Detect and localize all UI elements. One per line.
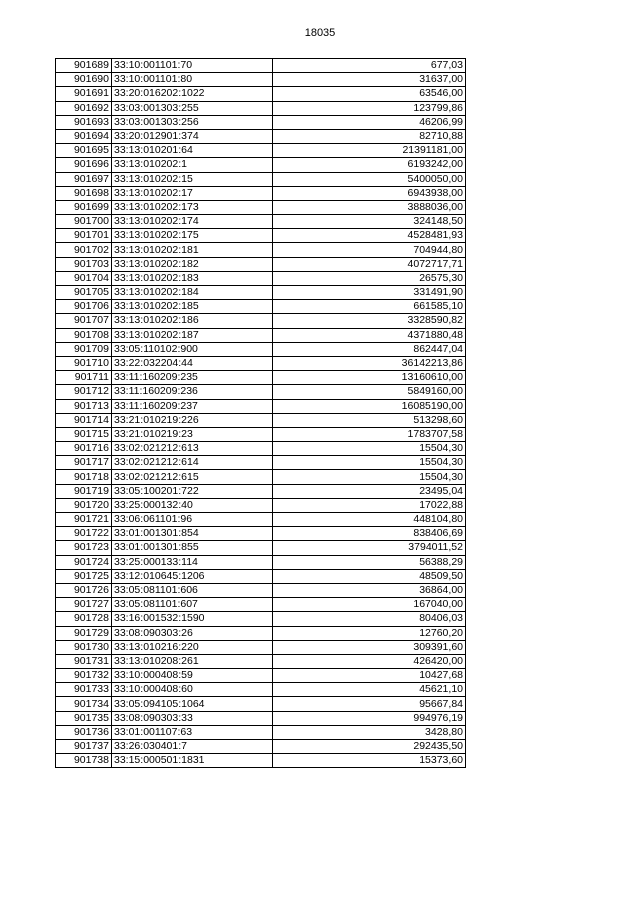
cadastral-number-cell: 33:02:021212:615 [112, 470, 273, 484]
table-row [56, 740, 466, 754]
table-row [56, 371, 466, 385]
row-id-cell: 901692 [56, 101, 112, 115]
cadastral-number-cell: 33:20:012901:374 [112, 129, 273, 143]
cadastral-value-cell: 309391,60 [273, 640, 466, 654]
row-id-cell: 901708 [56, 328, 112, 342]
row-id-cell: 901697 [56, 172, 112, 186]
table-row [56, 243, 466, 257]
table-row [56, 569, 466, 583]
cadastral-number-cell: 33:13:010202:182 [112, 257, 273, 271]
cadastral-number-cell: 33:13:010201:64 [112, 144, 273, 158]
row-id-cell: 901731 [56, 654, 112, 668]
table-row [56, 626, 466, 640]
cadastral-number-cell: 33:10:000408:59 [112, 669, 273, 683]
cadastral-number-cell: 33:13:010202:175 [112, 229, 273, 243]
row-id-cell: 901705 [56, 286, 112, 300]
cadastral-value-cell: 56388,29 [273, 555, 466, 569]
cadastral-value-cell: 13160610,00 [273, 371, 466, 385]
cadastral-number-cell: 33:05:110102:900 [112, 342, 273, 356]
table-row [56, 101, 466, 115]
table-row [56, 527, 466, 541]
row-id-cell: 901724 [56, 555, 112, 569]
table-row [56, 328, 466, 342]
cadastral-value-cell: 862447,04 [273, 342, 466, 356]
cadastral-number-cell: 33:01:001301:854 [112, 527, 273, 541]
cadastral-number-cell: 33:13:010202:183 [112, 271, 273, 285]
cadastral-value-cell: 677,03 [273, 59, 466, 73]
row-id-cell: 901722 [56, 527, 112, 541]
table-row [56, 413, 466, 427]
cadastral-number-cell: 33:20:016202:1022 [112, 87, 273, 101]
cadastral-value-cell: 16085190,00 [273, 399, 466, 413]
row-id-cell: 901699 [56, 200, 112, 214]
table-row [56, 442, 466, 456]
cadastral-value-cell: 426420,00 [273, 654, 466, 668]
table-row [56, 215, 466, 229]
cadastral-value-cell: 167040,00 [273, 598, 466, 612]
cadastral-number-cell: 33:02:021212:613 [112, 442, 273, 456]
row-id-cell: 901696 [56, 158, 112, 172]
table-row [56, 654, 466, 668]
row-id-cell: 901716 [56, 442, 112, 456]
cadastral-value-cell: 6943938,00 [273, 186, 466, 200]
row-id-cell: 901719 [56, 484, 112, 498]
cadastral-value-cell: 3794011,52 [273, 541, 466, 555]
cadastral-number-cell: 33:25:000133:114 [112, 555, 273, 569]
cadastral-value-cell: 15504,30 [273, 470, 466, 484]
cadastral-number-cell: 33:13:010202:173 [112, 200, 273, 214]
cadastral-value-cell: 17022,88 [273, 498, 466, 512]
cadastral-number-cell: 33:13:010202:174 [112, 215, 273, 229]
cadastral-number-cell: 33:13:010202:1 [112, 158, 273, 172]
cadastral-value-cell: 5849160,00 [273, 385, 466, 399]
cadastral-number-cell: 33:10:001101:70 [112, 59, 273, 73]
table-row [56, 87, 466, 101]
cadastral-value-cell: 36142213,86 [273, 356, 466, 370]
table-row [56, 583, 466, 597]
cadastral-value-cell: 45621,10 [273, 683, 466, 697]
cadastral-value-cell: 15373,60 [273, 754, 466, 768]
row-id-cell: 901729 [56, 626, 112, 640]
table-row [56, 314, 466, 328]
cadastral-number-cell: 33:05:094105:1064 [112, 697, 273, 711]
cadastral-value-cell: 292435,50 [273, 740, 466, 754]
row-id-cell: 901698 [56, 186, 112, 200]
cadastral-value-cell: 23495,04 [273, 484, 466, 498]
cadastral-value-cell: 48509,50 [273, 569, 466, 583]
row-id-cell: 901694 [56, 129, 112, 143]
row-id-cell: 901733 [56, 683, 112, 697]
row-id-cell: 901714 [56, 413, 112, 427]
table-row [56, 725, 466, 739]
row-id-cell: 901704 [56, 271, 112, 285]
row-id-cell: 901713 [56, 399, 112, 413]
cadastral-number-cell: 33:26:030401:7 [112, 740, 273, 754]
table-row [56, 229, 466, 243]
table-row [56, 498, 466, 512]
cadastral-value-cell: 3328590,82 [273, 314, 466, 328]
row-id-cell: 901691 [56, 87, 112, 101]
cadastral-value-cell: 4371880,48 [273, 328, 466, 342]
table-row [56, 754, 466, 768]
table-row [56, 172, 466, 186]
page-number: 18035 [304, 27, 336, 39]
table-row [56, 598, 466, 612]
cadastral-value-cell: 3888036,00 [273, 200, 466, 214]
cadastral-value-cell: 63546,00 [273, 87, 466, 101]
table-row [56, 342, 466, 356]
cadastral-number-cell: 33:13:010208:261 [112, 654, 273, 668]
cadastral-value-cell: 1783707,58 [273, 427, 466, 441]
row-id-cell: 901701 [56, 229, 112, 243]
cadastral-value-cell: 704944,80 [273, 243, 466, 257]
row-id-cell: 901695 [56, 144, 112, 158]
cadastral-number-cell: 33:22:032204:44 [112, 356, 273, 370]
row-id-cell: 901715 [56, 427, 112, 441]
row-id-cell: 901700 [56, 215, 112, 229]
table-row [56, 541, 466, 555]
table-row [56, 286, 466, 300]
cadastral-number-cell: 33:13:010202:186 [112, 314, 273, 328]
cadastral-value-cell: 10427,68 [273, 669, 466, 683]
cadastral-value-cell: 15504,30 [273, 456, 466, 470]
row-id-cell: 901721 [56, 513, 112, 527]
cadastral-value-cell: 4072717,71 [273, 257, 466, 271]
cadastral-number-cell: 33:25:000132:40 [112, 498, 273, 512]
cadastral-number-cell: 33:21:010219:226 [112, 413, 273, 427]
row-id-cell: 901736 [56, 725, 112, 739]
cadastral-number-cell: 33:13:010202:15 [112, 172, 273, 186]
table-row [56, 555, 466, 569]
cadastral-value-cell: 448104,80 [273, 513, 466, 527]
table-row [56, 669, 466, 683]
cadastral-value-cell: 82710,88 [273, 129, 466, 143]
table-row [56, 456, 466, 470]
cadastral-value-cell: 661585,10 [273, 300, 466, 314]
table-row [56, 271, 466, 285]
row-id-cell: 901709 [56, 342, 112, 356]
row-id-cell: 901717 [56, 456, 112, 470]
row-id-cell: 901703 [56, 257, 112, 271]
cadastral-number-cell: 33:12:010645:1206 [112, 569, 273, 583]
row-id-cell: 901723 [56, 541, 112, 555]
row-id-cell: 901726 [56, 583, 112, 597]
cadastral-value-cell: 3428,80 [273, 725, 466, 739]
row-id-cell: 901727 [56, 598, 112, 612]
cadastral-value-cell: 123799,86 [273, 101, 466, 115]
cadastral-value-cell: 324148,50 [273, 215, 466, 229]
row-id-cell: 901730 [56, 640, 112, 654]
cadastral-number-cell: 33:13:010202:187 [112, 328, 273, 342]
cadastral-number-cell: 33:08:090303:26 [112, 626, 273, 640]
table-row [56, 484, 466, 498]
table-row [56, 697, 466, 711]
cadastral-number-cell: 33:06:061101:96 [112, 513, 273, 527]
row-id-cell: 901738 [56, 754, 112, 768]
cadastral-number-cell: 33:10:001101:80 [112, 73, 273, 87]
row-id-cell: 901702 [56, 243, 112, 257]
table-row [56, 144, 466, 158]
row-id-cell: 901725 [56, 569, 112, 583]
cadastral-number-cell: 33:13:010202:185 [112, 300, 273, 314]
table-row [56, 186, 466, 200]
cadastral-number-cell: 33:03:001303:256 [112, 115, 273, 129]
row-id-cell: 901690 [56, 73, 112, 87]
row-id-cell: 901711 [56, 371, 112, 385]
table-row [56, 200, 466, 214]
cadastral-value-cell: 36864,00 [273, 583, 466, 597]
cadastral-value-cell: 6193242,00 [273, 158, 466, 172]
cadastral-number-cell: 33:01:001301:855 [112, 541, 273, 555]
cadastral-value-cell: 513298,60 [273, 413, 466, 427]
cadastral-value-cell: 31637,00 [273, 73, 466, 87]
cadastral-number-cell: 33:15:000501:1831 [112, 754, 273, 768]
row-id-cell: 901712 [56, 385, 112, 399]
cadastral-number-cell: 33:05:100201:722 [112, 484, 273, 498]
cadastral-number-cell: 33:11:160209:235 [112, 371, 273, 385]
cadastral-value-cell: 21391181,00 [273, 144, 466, 158]
cadastral-number-cell: 33:11:160209:237 [112, 399, 273, 413]
table-row [56, 711, 466, 725]
row-id-cell: 901735 [56, 711, 112, 725]
cadastral-number-cell: 33:16:001532:1590 [112, 612, 273, 626]
table-row [56, 513, 466, 527]
row-id-cell: 901734 [56, 697, 112, 711]
table-row [56, 257, 466, 271]
table-row [56, 470, 466, 484]
table-row [56, 115, 466, 129]
cadastral-value-cell: 46206,99 [273, 115, 466, 129]
cadastral-value-cell: 4528481,93 [273, 229, 466, 243]
cadastral-value-cell: 15504,30 [273, 442, 466, 456]
cadastral-number-cell: 33:03:001303:255 [112, 101, 273, 115]
table-row [56, 59, 466, 73]
row-id-cell: 901737 [56, 740, 112, 754]
cadastral-number-cell: 33:05:081101:607 [112, 598, 273, 612]
row-id-cell: 901728 [56, 612, 112, 626]
table-row [56, 73, 466, 87]
row-id-cell: 901718 [56, 470, 112, 484]
table-row [56, 683, 466, 697]
table-row [56, 640, 466, 654]
cadastral-value-cell: 994976,19 [273, 711, 466, 725]
cadastral-number-cell: 33:11:160209:236 [112, 385, 273, 399]
cadastral-value-cell: 331491,90 [273, 286, 466, 300]
cadastral-number-cell: 33:02:021212:614 [112, 456, 273, 470]
row-id-cell: 901732 [56, 669, 112, 683]
cadastral-value-cell: 5400050,00 [273, 172, 466, 186]
cadastral-number-cell: 33:13:010202:181 [112, 243, 273, 257]
cadastral-number-cell: 33:21:010219:23 [112, 427, 273, 441]
cadastral-number-cell: 33:05:081101:606 [112, 583, 273, 597]
cadastral-value-cell: 95667,84 [273, 697, 466, 711]
cadastral-number-cell: 33:01:001107:63 [112, 725, 273, 739]
cadastral-value-table [55, 58, 466, 768]
row-id-cell: 901720 [56, 498, 112, 512]
cadastral-number-cell: 33:13:010202:17 [112, 186, 273, 200]
table-body [56, 59, 466, 768]
cadastral-value-cell: 26575,30 [273, 271, 466, 285]
table-row [56, 129, 466, 143]
cadastral-number-cell: 33:13:010202:184 [112, 286, 273, 300]
table-row [56, 385, 466, 399]
row-id-cell: 901706 [56, 300, 112, 314]
row-id-cell: 901693 [56, 115, 112, 129]
cadastral-value-cell: 80406,03 [273, 612, 466, 626]
table-row [56, 300, 466, 314]
row-id-cell: 901710 [56, 356, 112, 370]
table-row [56, 399, 466, 413]
row-id-cell: 901707 [56, 314, 112, 328]
cadastral-number-cell: 33:13:010216:220 [112, 640, 273, 654]
table-row [56, 427, 466, 441]
table-row [56, 612, 466, 626]
cadastral-value-cell: 838406,69 [273, 527, 466, 541]
cadastral-number-cell: 33:10:000408:60 [112, 683, 273, 697]
table-row [56, 356, 466, 370]
cadastral-value-cell: 12760,20 [273, 626, 466, 640]
cadastral-number-cell: 33:08:090303:33 [112, 711, 273, 725]
row-id-cell: 901689 [56, 59, 112, 73]
table-row [56, 158, 466, 172]
